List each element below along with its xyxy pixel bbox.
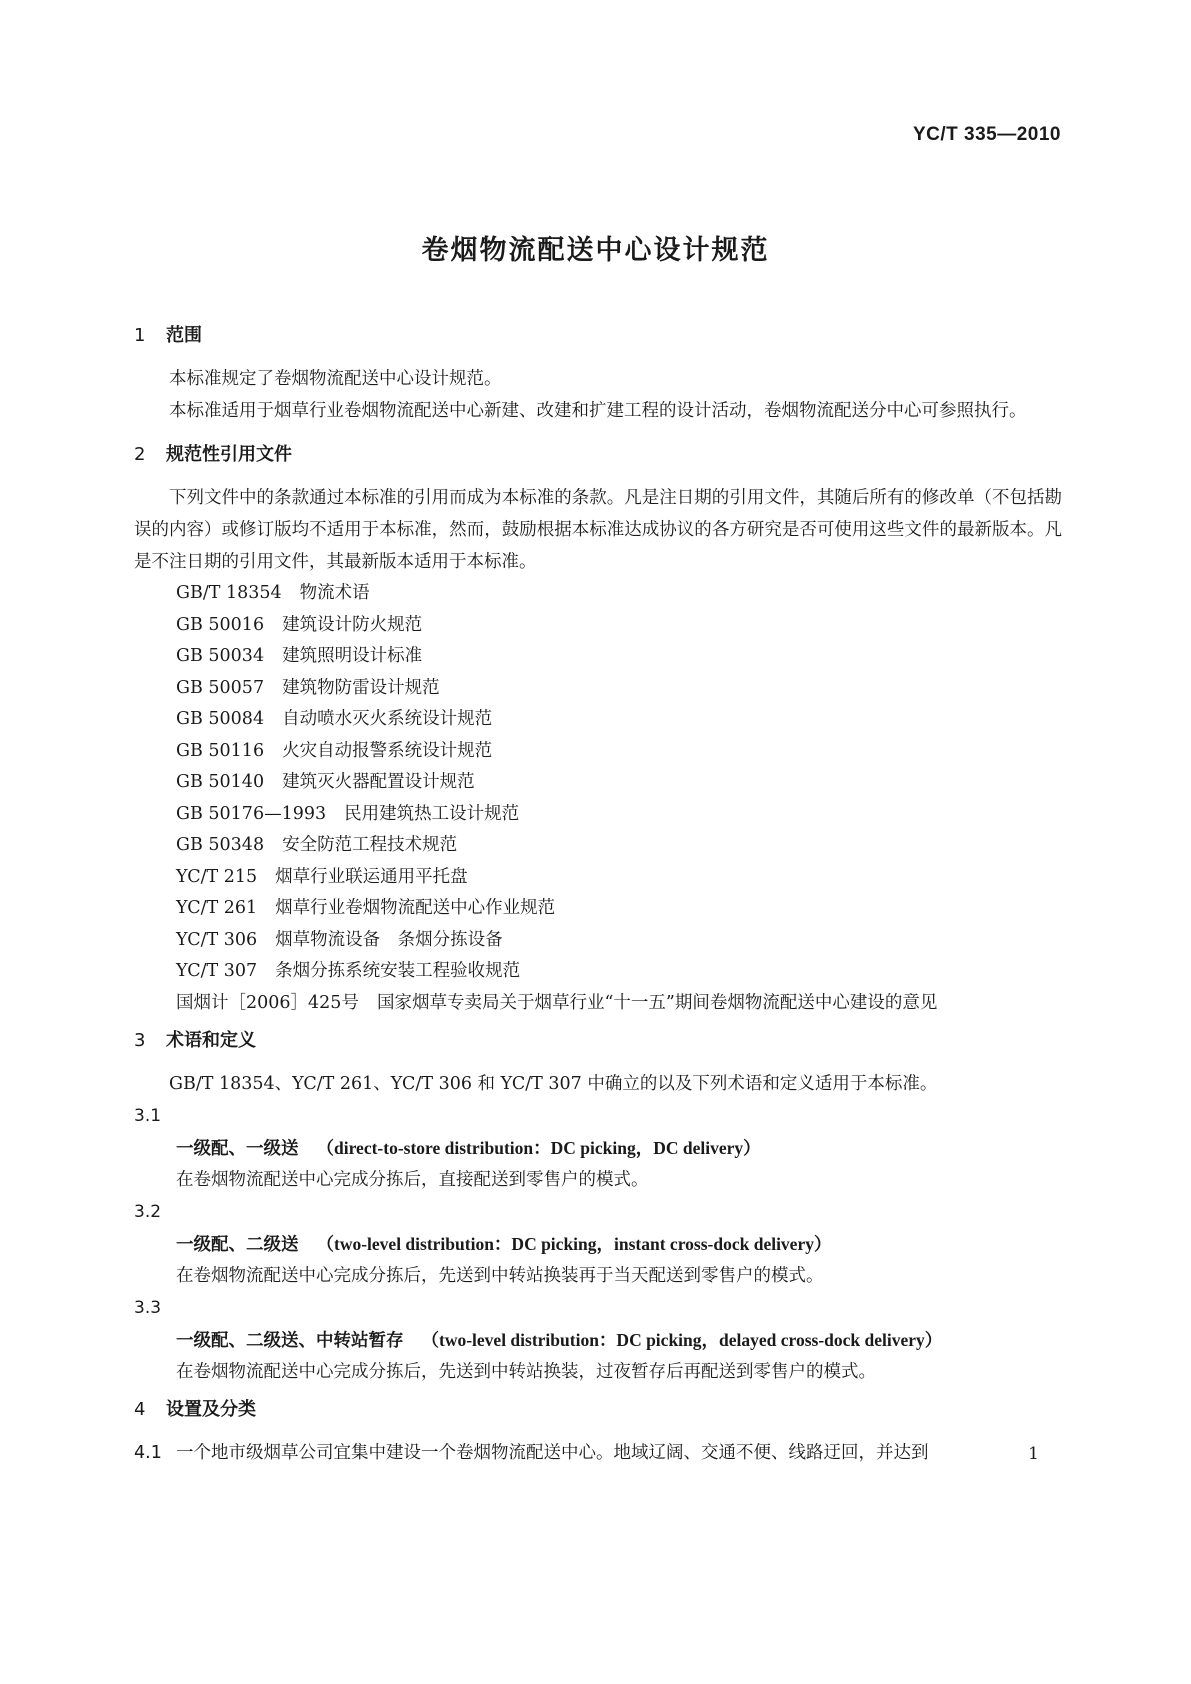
reference-item (134, 862, 1062, 894)
section-title: 设置及分类 (166, 1399, 256, 1420)
reference-code: GB 50348 (176, 835, 265, 855)
section-4-heading (134, 1394, 1062, 1425)
reference-code: GB 50116 (176, 740, 265, 761)
reference-title: 自动喷水灭火系统设计规范 (282, 709, 493, 729)
reference-item (134, 988, 1062, 1020)
reference-item (134, 610, 1062, 642)
standard-code: YC/T 335—2010 (912, 124, 1061, 145)
reference-item (134, 673, 1062, 705)
reference-code: GB 50034 (176, 646, 265, 666)
term-en: （two-level distribution：DC picking，instant cross-dock delivery） (316, 1234, 832, 1254)
term-zh: 一级配、二级送 (176, 1235, 299, 1255)
term-en: （two-level distribution：DC picking，delayed cross-dock delivery） (421, 1330, 943, 1350)
term-number: 3.3 (134, 1298, 162, 1318)
reference-item (134, 830, 1062, 862)
section-title: 范围 (166, 325, 202, 346)
reference-title: 火灾自动报警系统设计规范 (282, 740, 493, 761)
term-zh: 一级配、二级送、中转站暂存 (176, 1331, 404, 1351)
term-number: 3.2 (134, 1202, 162, 1222)
section-title: 术语和定义 (166, 1030, 256, 1051)
term-definition: 在卷烟物流配送中心完成分拣后，直接配送到零售户的模式。 (176, 1170, 649, 1190)
reference-title: 建筑灭火器配置设计规范 (282, 772, 475, 792)
reference-title: 烟草物流设备 条烟分拣设备 (275, 929, 503, 950)
section-number: 2 (134, 444, 146, 465)
section-2-heading (134, 439, 1062, 470)
section-number: 3 (134, 1030, 146, 1051)
reference-title: 民用建筑热工设计规范 (344, 803, 520, 824)
clause-number: 4.1 (134, 1443, 162, 1463)
reference-title: 安全防范工程技术规范 (282, 835, 458, 855)
term-entry (134, 1132, 1062, 1164)
reference-item (134, 736, 1062, 768)
section-3-heading (134, 1025, 1062, 1056)
reference-title: 建筑照明设计标准 (282, 646, 423, 666)
reference-title: 物流术语 (299, 583, 370, 603)
reference-code: YC/T 261 (176, 898, 258, 918)
reference-item (134, 893, 1062, 925)
reference-item (134, 767, 1062, 799)
section-1-heading (134, 320, 1062, 351)
reference-code: GB 50084 (176, 709, 265, 729)
clause-text: 一个地市级烟草公司宜集中建设一个卷烟物流配送中心。地域辽阔、交通不便、线路迂回，并达到 (176, 1443, 929, 1463)
reference-title: 建筑物防雷设计规范 (282, 677, 440, 698)
document-body (134, 320, 1062, 1469)
page-number: 1 (1028, 1444, 1039, 1464)
term-en: （direct-to-store distribution：DC picking，DC delivery） (316, 1138, 761, 1158)
reference-title: 国家烟草专卖局关于烟草行业“十一五”期间卷烟物流配送中心建设的意见 (376, 992, 938, 1013)
clause-4-1 (134, 1437, 1062, 1469)
reference-code: YC/T 215 (176, 866, 258, 887)
reference-item (134, 925, 1062, 957)
document-title: 卷烟物流配送中心设计规范 (421, 235, 770, 266)
section-number: 4 (134, 1399, 146, 1420)
reference-item (134, 641, 1062, 673)
reference-title: 烟草行业联运通用平托盘 (275, 866, 468, 887)
term-entry (134, 1324, 1062, 1356)
paragraph: 下列文件中的条款通过本标准的引用而成为本标准的条款。凡是注日期的引用文件，其随后所有的修改单（不包括勘误的内容）或修订版均不适用于本标准，然而，鼓励根据本标准达成协议的各方研究是否可使用这些文件的最新版本。凡是不注日期的引用文件，其最新版本适用于本标准。 (134, 488, 1062, 572)
reference-list (134, 578, 1062, 1019)
reference-code: GB 50057 (176, 677, 265, 698)
paragraph: 本标准适用于烟草行业卷烟物流配送中心新建、改建和扩建工程的设计活动，卷烟物流配送分中心可参照执行。 (169, 401, 1027, 421)
reference-item (134, 704, 1062, 736)
reference-item (134, 956, 1062, 988)
term-zh: 一级配、一级送 (176, 1139, 299, 1159)
reference-item (134, 578, 1062, 610)
reference-code: YC/T 307 (176, 961, 258, 981)
reference-code: 国烟计［2006］425号 (176, 992, 359, 1013)
reference-code: GB 50140 (176, 772, 265, 792)
section-number: 1 (134, 325, 146, 346)
paragraph: GB/T 18354、YC/T 261、YC/T 306 和 YC/T 307 中确立的以及下列术语和定义适用于本标准。 (169, 1074, 938, 1094)
reference-code: GB 50176—1993 (176, 803, 327, 824)
reference-title: 建筑设计防火规范 (282, 614, 423, 635)
reference-code: GB 50016 (176, 614, 265, 635)
section-title: 规范性引用文件 (166, 444, 292, 465)
reference-code: YC/T 306 (176, 929, 258, 950)
term-number: 3.1 (134, 1106, 162, 1126)
reference-item (134, 799, 1062, 831)
term-definition: 在卷烟物流配送中心完成分拣后，先送到中转站换装再于当天配送到零售户的模式。 (176, 1266, 824, 1286)
reference-title: 条烟分拣系统安装工程验收规范 (275, 961, 521, 981)
reference-code: GB/T 18354 (176, 583, 282, 603)
term-definition: 在卷烟物流配送中心完成分拣后，先送到中转站换装，过夜暂存后再配送到零售户的模式。 (176, 1362, 876, 1382)
term-entry (134, 1228, 1062, 1260)
reference-title: 烟草行业卷烟物流配送中心作业规范 (275, 898, 556, 918)
paragraph: 本标准规定了卷烟物流配送中心设计规范。 (169, 369, 502, 389)
